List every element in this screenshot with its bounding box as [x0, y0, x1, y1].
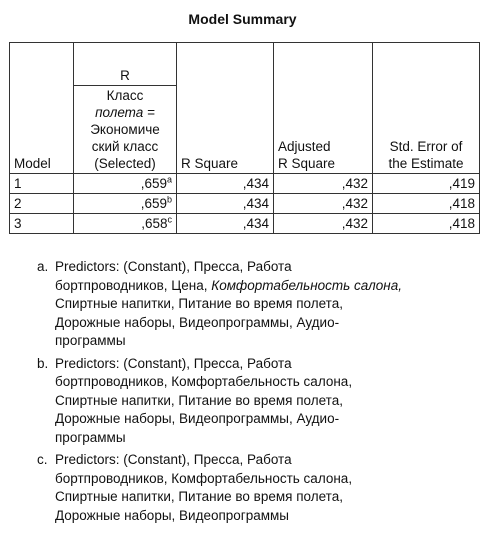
- cell-std-error: ,418: [373, 194, 480, 214]
- footnote-mark: c.: [37, 452, 48, 467]
- header-std-error: [373, 43, 480, 174]
- header-std-error-line-2: the Estimate: [388, 156, 464, 171]
- cell-model: 3: [10, 214, 74, 234]
- table-title: Model Summary: [188, 11, 297, 27]
- cell-adjusted: ,432: [274, 214, 373, 234]
- footnote-line: Спиртные напитки, Питание во время полета,: [55, 296, 343, 311]
- table-row: [10, 214, 480, 234]
- header-std-error-line-1: Std. Error of: [389, 139, 463, 154]
- header-r-sub-line-1: Класс: [106, 88, 144, 103]
- footnote-line: Predictors: (Constant), Пресса, Работа: [55, 259, 292, 274]
- footnote-line: бортпроводников, Комфортабельность салона,: [55, 470, 353, 486]
- cell-model: 1: [10, 174, 74, 194]
- header-adjusted-line-2: R Square: [278, 156, 336, 171]
- header-r-square: R Square: [177, 43, 274, 174]
- footnote-mark: a.: [37, 259, 49, 274]
- header-adjusted-line-1: Adjusted: [278, 139, 331, 154]
- footnote-line: Дорожные наборы, Видеопрограммы: [55, 507, 290, 523]
- footnote-line: Дорожные наборы, Видеопрограммы, Аудио-: [55, 314, 340, 330]
- footnote-line: Спиртные напитки, Питание во время полета,: [55, 392, 343, 408]
- footnote-line: программы: [55, 429, 126, 445]
- footnote-line: программы: [55, 333, 126, 348]
- header-r-sub-line-4: ский класс: [91, 139, 159, 154]
- cell-std-error: ,419: [373, 174, 480, 194]
- cell-std-error: ,418: [373, 214, 480, 234]
- header-adjusted-r-square: [274, 43, 373, 174]
- footnotes: [37, 258, 437, 529]
- footnote-line: бортпроводников, Комфортабельность салона,: [55, 374, 353, 389]
- cell-adjusted: ,432: [274, 174, 373, 194]
- header-r-sub-line-5: (Selected): [94, 156, 156, 171]
- footnote-c: [37, 451, 437, 525]
- footnote-b: [37, 355, 437, 448]
- footnote-mark: b.: [37, 355, 49, 371]
- cell-r: ,659$^b$: [74, 194, 177, 214]
- table-row: [10, 194, 480, 214]
- footnote-line: Спиртные напитки, Питание во время полета,: [55, 489, 343, 504]
- header-r: R: [74, 43, 177, 86]
- footnote-line: Дорожные наборы, Видеопрограммы, Аудио-: [55, 411, 340, 426]
- cell-adjusted: ,432: [274, 194, 373, 214]
- header-r-sub-line-2: полета =: [95, 105, 155, 120]
- cell-r: ,658$^c$: [74, 214, 177, 234]
- footnote-line: Predictors: (Constant), Пресса, Работа: [55, 452, 292, 467]
- cell-r: ,659$^a$: [74, 174, 177, 194]
- cell-r-square: ,434: [177, 174, 274, 194]
- header-model: Model: [10, 43, 74, 174]
- cell-model: 2: [10, 194, 74, 214]
- table-row: [10, 174, 480, 194]
- footnote-line: бортпроводников, Цена, Комфортабельность салона,: [55, 277, 402, 293]
- header-r-sub-line-3: Экономиче: [90, 122, 160, 137]
- header-r-sub: [74, 86, 177, 174]
- cell-r-square: ,434: [177, 194, 274, 214]
- footnote-a: [37, 258, 437, 351]
- model-summary-table: [9, 42, 480, 234]
- footnote-line: Predictors: (Constant), Пресса, Работа: [55, 355, 292, 371]
- cell-r-square: ,434: [177, 214, 274, 234]
